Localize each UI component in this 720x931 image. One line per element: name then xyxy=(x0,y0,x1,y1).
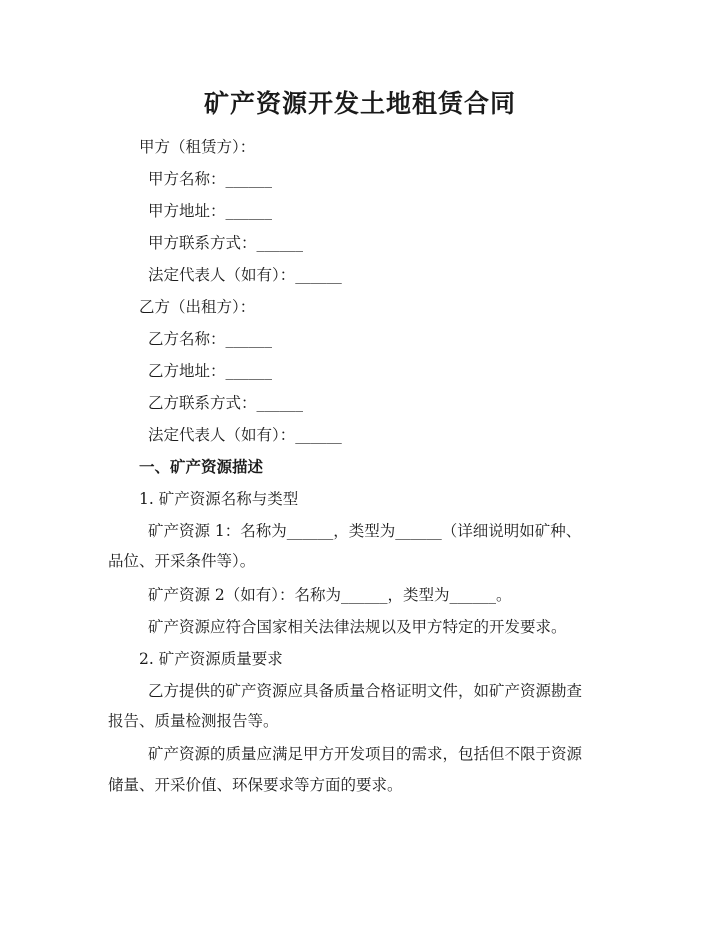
item-1-paragraph-1-line-2: 品位、开采条件等）。 xyxy=(108,552,256,570)
party-a-contact-field: 甲方联系方式：______ xyxy=(148,234,304,252)
item-2-paragraph-2-line-2: 储量、开采价值、环保要求等方面的要求。 xyxy=(108,776,403,794)
item-1-paragraph-3: 矿产资源应符合国家相关法律法规以及甲方特定的开发要求。 xyxy=(148,618,567,636)
item-1-paragraph-2: 矿产资源 2（如有）：名称为______，类型为______。 xyxy=(148,586,512,604)
document-title: 矿产资源开发土地租赁合同 xyxy=(203,89,516,118)
party-b-address-field: 乙方地址：______ xyxy=(148,362,273,380)
party-a-name-field: 甲方名称：______ xyxy=(148,170,273,188)
party-a-heading: 甲方（租赁方）： xyxy=(139,138,256,156)
item-2-paragraph-1-line-2: 报告、质量检测报告等。 xyxy=(108,712,279,730)
party-b-representative-field: 法定代表人（如有）：______ xyxy=(148,426,342,444)
item-1-paragraph-1-line-1: 矿产资源 1：名称为______，类型为______（详细说明如矿种、 xyxy=(148,522,582,540)
item-2-paragraph-2-line-1: 矿产资源的质量应满足甲方开发项目的需求，包括但不限于资源 xyxy=(148,745,583,763)
item-1-heading: 1. 矿产资源名称与类型 xyxy=(139,490,299,508)
item-2-heading: 2. 矿产资源质量要求 xyxy=(139,650,283,668)
party-b-heading: 乙方（出租方）： xyxy=(139,298,256,316)
party-a-representative-field: 法定代表人（如有）：______ xyxy=(148,266,342,284)
party-a-address-field: 甲方地址：______ xyxy=(148,202,273,220)
section-1-heading: 一、矿产资源描述 xyxy=(139,457,264,476)
party-b-name-field: 乙方名称：______ xyxy=(148,330,273,348)
item-2-paragraph-1-line-1: 乙方提供的矿产资源应具备质量合格证明文件，如矿产资源勘查 xyxy=(148,682,583,700)
party-b-contact-field: 乙方联系方式：______ xyxy=(148,394,304,412)
